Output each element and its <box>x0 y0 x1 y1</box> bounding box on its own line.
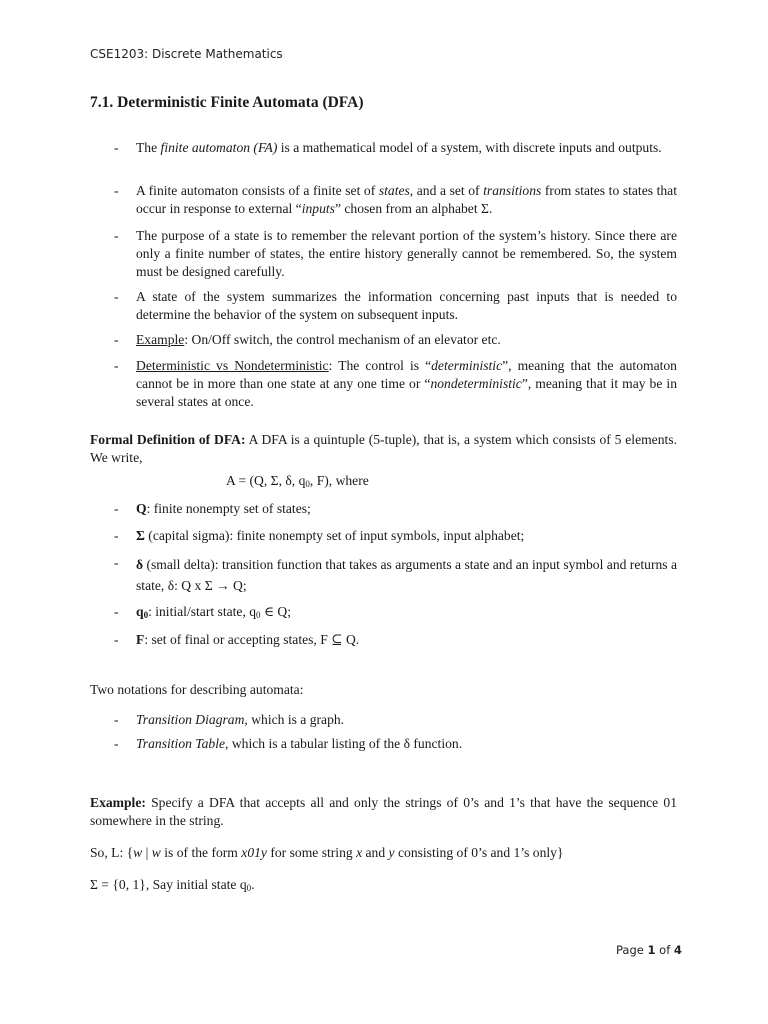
alphabet-definition: Σ = {0, 1}, Say initial state $q_0$. <box>90 877 255 893</box>
bullet-dash: - <box>114 501 119 516</box>
bullet-dash: - <box>114 736 119 751</box>
bullet-dash: - <box>114 712 119 727</box>
bullet-purpose-of-state: The purpose of a state is to remember the relevant portion of the system’s history. Since there are only a finite number of states, the entire history generally cannot be remembered. So, the system must be designed carefully. <box>136 228 677 279</box>
bullet-dash: - <box>114 358 119 373</box>
example-statement: Example: Specify a DFA that accepts all and only the strings of 0’s and 1’s that have the sequence 01 somewhere in the string. <box>90 795 677 828</box>
component-sigma: Σ (capital sigma): finite nonempty set of input symbols, input alphabet; <box>136 528 525 543</box>
bullet-dash: - <box>114 332 119 347</box>
bullet-deterministic-vs-nondeterministic: Deterministic vs Nondeterministic: The control is “deterministic”, meaning that the automaton cannot be in more than one state at any one time or “nondeterministic”, meaning that it may be in several states at once. <box>136 358 677 409</box>
component-f: F: set of final or accepting states, F ⊆ Q. <box>136 632 360 647</box>
bullet-dash: - <box>114 555 119 570</box>
bullet-states-transitions: A finite automaton consists of a finite set of states, and a set of transitions from states to states that occur in response to external “inputs” chosen from an alphabet Σ. <box>136 183 677 216</box>
bullet-example: Example: On/Off switch, the control mechanism of an elevator etc. <box>136 332 501 347</box>
bullet-state-summary: A state of the system summarizes the information concerning past inputs that is needed to determine the behavior of the system on subsequent inputs. <box>136 289 677 322</box>
page-number: Page 1 of 4 <box>616 943 682 957</box>
component-q0: $q_0$: initial/start state, $q_0$ ∈ Q; <box>136 604 292 620</box>
bullet-dash: - <box>114 604 119 619</box>
bullet-finite-automaton: The finite automaton (FA) is a mathematical model of a system, with discrete inputs and outputs. <box>136 140 662 155</box>
notation-transition-diagram: Transition Diagram, which is a graph. <box>136 712 345 727</box>
component-q: Q: finite nonempty set of states; <box>136 501 311 516</box>
bullet-dash: - <box>114 528 119 543</box>
bullet-dash: - <box>114 228 119 243</box>
bullet-dash: - <box>114 183 119 198</box>
dfa-tuple: A = (Q, Σ, δ, $q_0$, F), where <box>226 473 369 489</box>
notations-intro: Two notations for describing automata: <box>90 682 304 697</box>
document-header: CSE1203: Discrete Mathematics <box>90 47 283 61</box>
component-delta: δ (small delta): transition function that takes as arguments a state and an input symbol and returns a state, δ: Q x Σ → Q; <box>136 557 677 593</box>
bullet-dash: - <box>114 289 119 304</box>
formal-definition: Formal Definition of DFA: A DFA is a quintuple (5-tuple), that is, a system which consists of 5 elements. We write, <box>90 432 677 465</box>
section-title: 7.1. Deterministic Finite Automata (DFA) <box>90 94 364 111</box>
notation-transition-table: Transition Table, which is a tabular listing of the δ function. <box>136 736 463 751</box>
bullet-dash: - <box>114 140 119 155</box>
language-definition: So, L: {w | w is of the form x01y for some string x and y consisting of 0’s and 1’s only} <box>90 845 564 860</box>
bullet-dash: - <box>114 632 119 647</box>
